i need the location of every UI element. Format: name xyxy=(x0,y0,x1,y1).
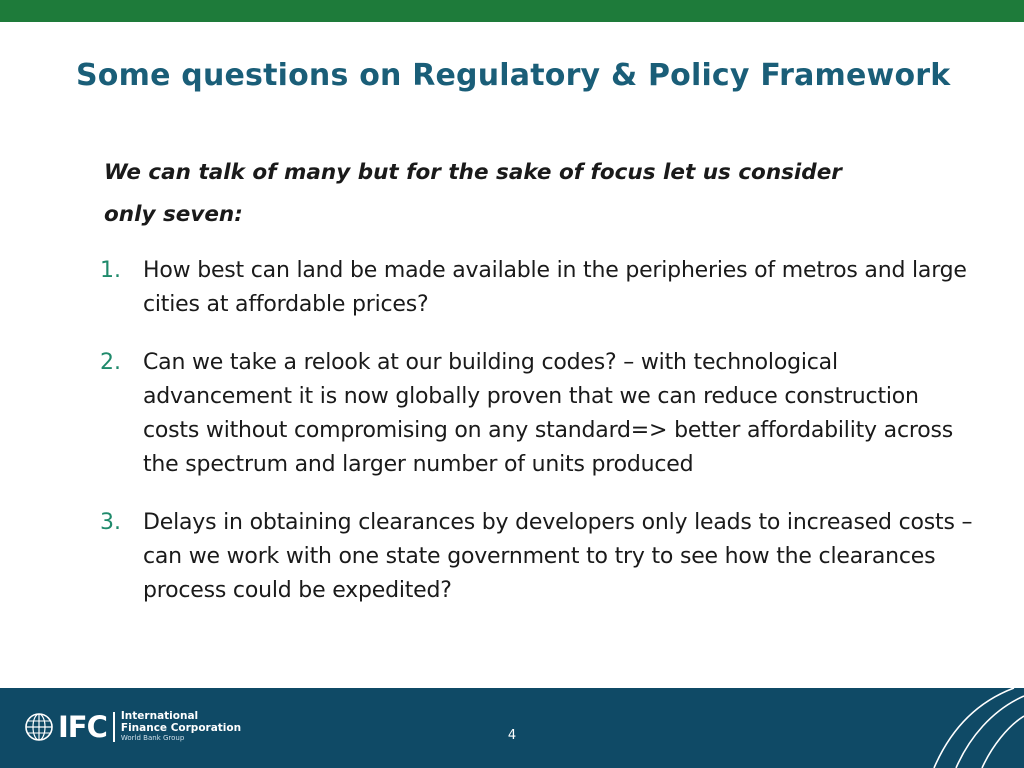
list-item-text: How best can land be made available in the peripheries of metros and large cities at affordable prices? xyxy=(143,258,967,317)
list-item-number: 1. xyxy=(100,258,121,283)
intro-line-1: We can talk of many but for the sake of focus let us consider xyxy=(104,160,842,185)
list-item-text: Can we take a relook at our building codes? – with technological advancement it is now globally proven that we can reduce construction costs without compromising on any standard=> better affordability across the spectrum and larger number of units produced xyxy=(143,350,953,477)
org-line-2: Finance Corporation xyxy=(120,722,242,734)
org-name-block xyxy=(121,710,241,743)
list-item xyxy=(100,506,980,608)
page-number: 4 xyxy=(507,728,517,743)
globe-icon xyxy=(24,712,54,742)
ifc-logo xyxy=(24,710,241,743)
list-item xyxy=(100,254,980,322)
list-item-number: 3. xyxy=(100,510,121,535)
top-accent-bar xyxy=(0,0,1024,22)
org-line-1: International xyxy=(120,710,199,722)
list-item-number: 2. xyxy=(100,350,121,375)
questions-list xyxy=(100,254,980,632)
decorative-swoosh-icon xyxy=(904,688,1024,768)
org-line-3: World Bank Group xyxy=(120,734,185,742)
list-item-text: Delays in obtaining clearances by developers only leads to increased costs – can we work with one state government to try to see how the clearances process could be expedited? xyxy=(143,510,973,603)
footer-bar xyxy=(0,688,1024,768)
slide-title: Some questions on Regulatory & Policy Framework xyxy=(76,58,951,93)
intro-line-2: only seven: xyxy=(104,202,243,227)
intro-text xyxy=(104,152,974,236)
logo-divider xyxy=(113,712,115,742)
ifc-wordmark: IFC xyxy=(58,709,107,744)
list-item xyxy=(100,346,980,482)
